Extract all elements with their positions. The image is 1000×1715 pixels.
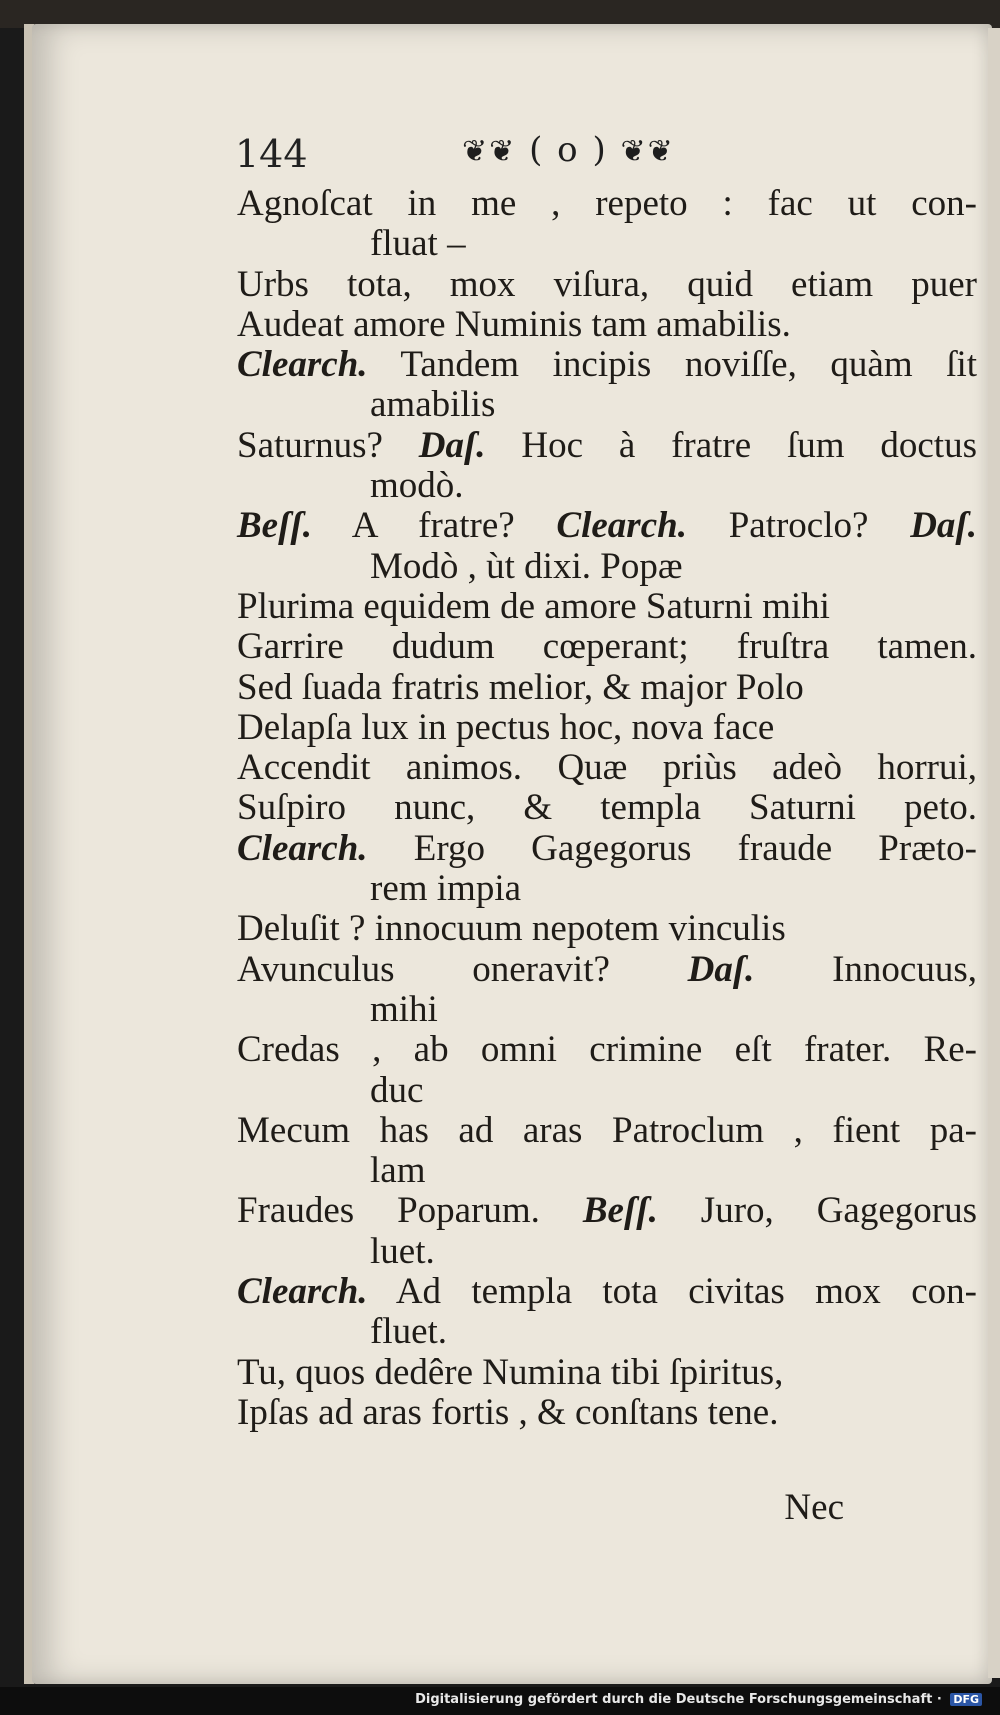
speaker-name: Clearch. — [237, 344, 368, 386]
line-text: Accendit animos. Quæ priùs adeò horrui, — [237, 747, 977, 789]
text-line — [237, 627, 977, 667]
line-text: Avunculus oneravit? — [237, 948, 688, 990]
speaker-name: Daſ. — [418, 424, 486, 466]
page-right-edge — [988, 28, 1000, 1678]
text-line — [237, 587, 977, 627]
line-text: Saturnus? — [237, 424, 419, 466]
catchword: Nec — [784, 1487, 844, 1528]
page-number: 144 — [235, 132, 308, 176]
text-line — [237, 950, 977, 990]
line-text: Fraudes Poparum. — [237, 1190, 583, 1232]
text-line — [237, 265, 977, 305]
line-text: Urbs tota, mox viſura, quid etiam puer — [237, 263, 977, 305]
text-line — [237, 909, 977, 949]
header-ornament — [462, 130, 675, 170]
line-text: A fratre? — [312, 505, 557, 547]
text-line — [237, 345, 977, 385]
text-line — [237, 1030, 977, 1070]
line-text: Delapſa lux in pectus hoc, nova face — [237, 706, 775, 748]
line-text: luet. — [370, 1230, 435, 1272]
line-text: Garrire dudum cœperant; fruſtra tamen. — [237, 626, 977, 668]
ornament-center: ( o ) — [529, 130, 608, 170]
line-text: – — [437, 223, 466, 265]
speaker-name: Clearch. — [237, 1271, 368, 1313]
text-line — [237, 1151, 977, 1191]
line-text: fluat — [370, 223, 438, 265]
text-line — [237, 466, 977, 506]
line-text: Sed ſuada fratris melior, & major Polo — [237, 666, 804, 708]
text-line — [237, 1191, 977, 1231]
ornament-left-icon: ❦❦ — [462, 134, 517, 169]
line-text: fluet. — [370, 1311, 448, 1353]
text-line — [237, 1312, 977, 1352]
text-line — [237, 708, 977, 748]
line-text: Tandem incipis noviſſe, quàm ſit — [367, 344, 977, 386]
text-line — [237, 1393, 977, 1433]
text-line — [237, 184, 977, 224]
text-line — [237, 385, 977, 425]
line-text: Suſpiro nunc, & templa Saturni peto. — [237, 787, 977, 829]
text-line — [237, 224, 977, 264]
line-text: Juro, Gagegorus — [657, 1190, 977, 1232]
footer-credit-text: Digitalisierung gefördert durch die Deutsche Forschungsgemeinschaft · — [415, 1692, 942, 1707]
line-text: Innocuus, — [754, 948, 977, 990]
text-line — [237, 426, 977, 466]
text-line — [237, 748, 977, 788]
line-text: Credas , ab omni crimine eſt frater. Re- — [237, 1029, 977, 1071]
text-line — [237, 1272, 977, 1312]
line-text: Deluſit ? innocuum nepotem vinculis — [237, 908, 786, 950]
line-text: Plurima equidem de amore Saturni mihi — [237, 585, 830, 627]
speaker-name: Daſ. — [910, 505, 977, 547]
line-text: lam — [370, 1150, 426, 1192]
digitization-footer — [0, 1687, 1000, 1715]
footer-credit — [415, 1692, 982, 1707]
line-text: rem impia — [370, 868, 522, 910]
line-text: Audeat amore Numinis tam amabilis. — [237, 303, 791, 345]
text-line — [237, 668, 977, 708]
text-line — [237, 990, 977, 1030]
text-line — [237, 788, 977, 828]
line-text: Ad templa tota civitas mox con- — [367, 1271, 977, 1313]
line-text: mihi — [370, 988, 438, 1030]
line-text: Ergo Gagegorus fraude Præto- — [367, 827, 977, 869]
dfg-logo-icon: DFG — [950, 1693, 982, 1706]
book-page — [32, 24, 992, 1684]
text-line — [237, 547, 977, 587]
line-text: amabilis — [370, 384, 496, 426]
speaker-name: Clearch. — [237, 827, 368, 869]
speaker-name: Beſſ. — [582, 1190, 658, 1232]
text-line — [237, 506, 977, 546]
ornament-right-icon: ❦❦ — [620, 134, 675, 169]
text-line — [237, 869, 977, 909]
speaker-name: Beſſ. — [237, 505, 312, 547]
line-text: Hoc à fratre ſum doctus — [485, 424, 977, 466]
speaker-name: Clearch. — [556, 505, 687, 547]
line-text: Patroclo? — [686, 505, 911, 547]
line-text: Modò , ùt dixi. Popæ — [370, 545, 683, 587]
speaker-name: Daſ. — [687, 948, 755, 990]
verse-text — [237, 184, 977, 1433]
text-line — [237, 1353, 977, 1393]
line-text: Tu, quos dedêre Numina tibi ſpiritus, — [237, 1351, 784, 1393]
line-text: modò. — [370, 465, 464, 507]
text-line — [237, 1071, 977, 1111]
text-line — [237, 1111, 977, 1151]
line-text: Mecum has ad aras Patroclum , fient pa- — [237, 1109, 977, 1151]
text-line — [237, 305, 977, 345]
line-text: Ipſas ad aras fortis , & conſtans tene. — [237, 1391, 779, 1433]
line-text: Agnoſcat in me , repeto : fac ut con- — [237, 183, 977, 224]
text-line — [237, 1232, 977, 1272]
text-line — [237, 829, 977, 869]
line-text: duc — [370, 1069, 424, 1111]
